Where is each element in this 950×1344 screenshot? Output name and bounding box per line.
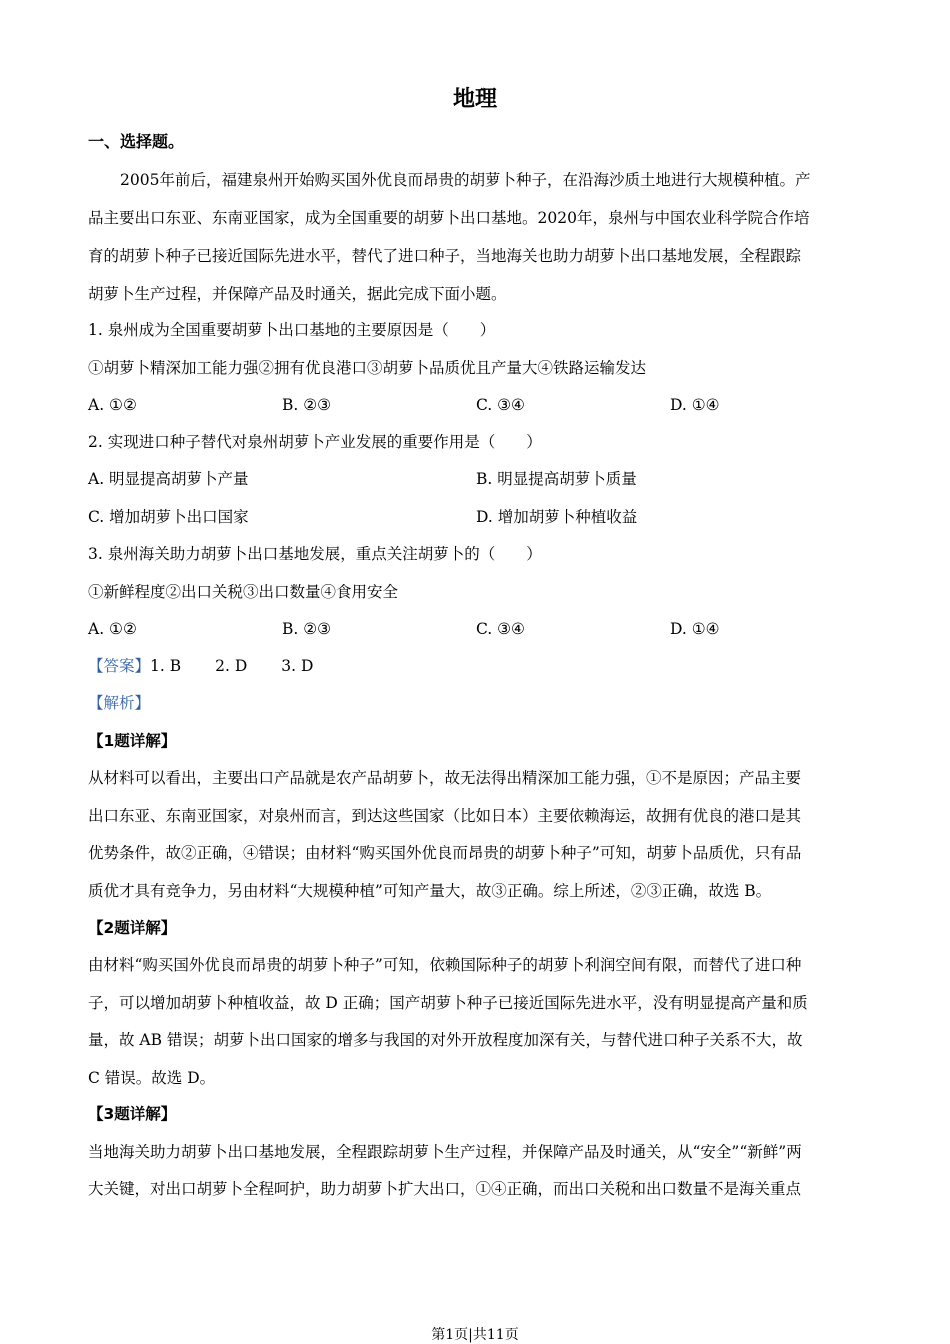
detail2-line: 量，故 AB 错误；胡萝卜出口国家的增多与我国的对外开放程度加深有关，与替代进口种子关系不大，故	[88, 1031, 803, 1049]
detail2-line: 由材料“购买国外优良而昂贵的胡萝卜种子”可知，依赖国际种子的胡萝卜利润空间有限，而替代了进口种	[88, 956, 802, 974]
detail3-line: 当地海关助力胡萝卜出口基地发展，全程跟踪胡萝卜生产过程，并保障产品及时通关，从“安全”“新鲜”两	[88, 1143, 802, 1161]
detail1-line: 质优才具有竞争力，另由材料“大规模种植”可知产量大，故③正确。综上所述，②③正确，故选 B。	[88, 882, 772, 900]
q3-option-d: D. ①④	[670, 620, 720, 638]
analysis-label: 【解析】	[88, 694, 151, 712]
q3-items: ①新鲜程度②出口关税③出口数量④食用安全	[88, 583, 399, 601]
q1-option-d: D. ①④	[670, 396, 720, 414]
detail3-heading: 【3题详解】	[88, 1105, 177, 1123]
detail1-line: 优势条件，故②正确，④错误；由材料“购买国外优良而昂贵的胡萝卜种子”可知，胡萝卜品质优，只有品	[88, 844, 802, 862]
page-title: 地理	[452, 87, 497, 112]
q2-option-c: C. 增加胡萝卜出口国家	[88, 508, 249, 526]
detail1-line: 出口东亚、东南亚国家，对泉州而言，到达这些国家（比如日本）主要依赖海运，故拥有优良的港口是其	[88, 807, 802, 825]
q1-items: ①胡萝卜精深加工能力强②拥有优良港口③胡萝卜品质优且产量大④铁路运输发达	[88, 359, 647, 377]
q1-option-a: A. ①②	[88, 396, 137, 414]
material-line-1: 2005年前后，福建泉州开始购买国外优良而昂贵的胡萝卜种子，在沿海沙质土地进行大规模种植。产	[120, 171, 811, 189]
page-footer: 第1页|共11页	[431, 1327, 519, 1343]
q1-option-c: C. ③④	[476, 396, 525, 414]
q1-option-b: B. ②③	[282, 396, 332, 414]
material-line-2: 品主要出口东亚、东南亚国家，成为全国重要的胡萝卜出口基地。2020年，泉州与中国农业科学院合作培	[88, 209, 810, 227]
section-heading: 一、选择题。	[88, 132, 185, 151]
material-line-3: 育的胡萝卜种子已接近国际先进水平，替代了进口种子，当地海关也助力胡萝卜出口基地发展，全程跟踪	[88, 247, 802, 265]
answer-line	[88, 656, 313, 676]
detail1-line: 从材料可以看出，主要出口产品就是农产品胡萝卜，故无法得出精深加工能力强，①不是原因；产品主要	[88, 769, 802, 787]
answer-item: 2. D	[215, 657, 248, 675]
answer-label: 【答案】	[88, 657, 151, 675]
answer-item: 3. D	[281, 657, 314, 675]
q3-stem: 3. 泉州海关助力胡萝卜出口基地发展，重点关注胡萝卜的（ ）	[88, 545, 542, 563]
q2-option-b: B. 明显提高胡萝卜质量	[476, 470, 637, 488]
detail2-line: C 错误。故选 D。	[88, 1069, 216, 1087]
q2-option-a: A. 明显提高胡萝卜产量	[88, 470, 249, 488]
q1-stem: 1. 泉州成为全国重要胡萝卜出口基地的主要原因是（ ）	[88, 321, 496, 339]
q3-option-c: C. ③④	[476, 620, 525, 638]
q2-stem: 2. 实现进口种子替代对泉州胡萝卜产业发展的重要作用是（ ）	[88, 433, 542, 451]
material-line-4: 胡萝卜生产过程，并保障产品及时通关，据此完成下面小题。	[88, 285, 507, 303]
detail1-heading: 【1题详解】	[88, 732, 177, 750]
q3-option-b: B. ②③	[282, 620, 332, 638]
q3-option-a: A. ①②	[88, 620, 137, 638]
answer-item: 1. B	[150, 657, 182, 675]
detail3-line: 大关键，对出口胡萝卜全程呵护，助力胡萝卜扩大出口，①④正确，而出口关税和出口数量不是海关重点	[88, 1180, 802, 1198]
detail2-heading: 【2题详解】	[88, 919, 177, 937]
q2-option-d: D. 增加胡萝卜种植收益	[476, 508, 638, 526]
detail2-line: 子，可以增加胡萝卜种植收益，故 D 正确；国产胡萝卜种子已接近国际先进水平，没有明显提高产量和质	[88, 994, 808, 1012]
